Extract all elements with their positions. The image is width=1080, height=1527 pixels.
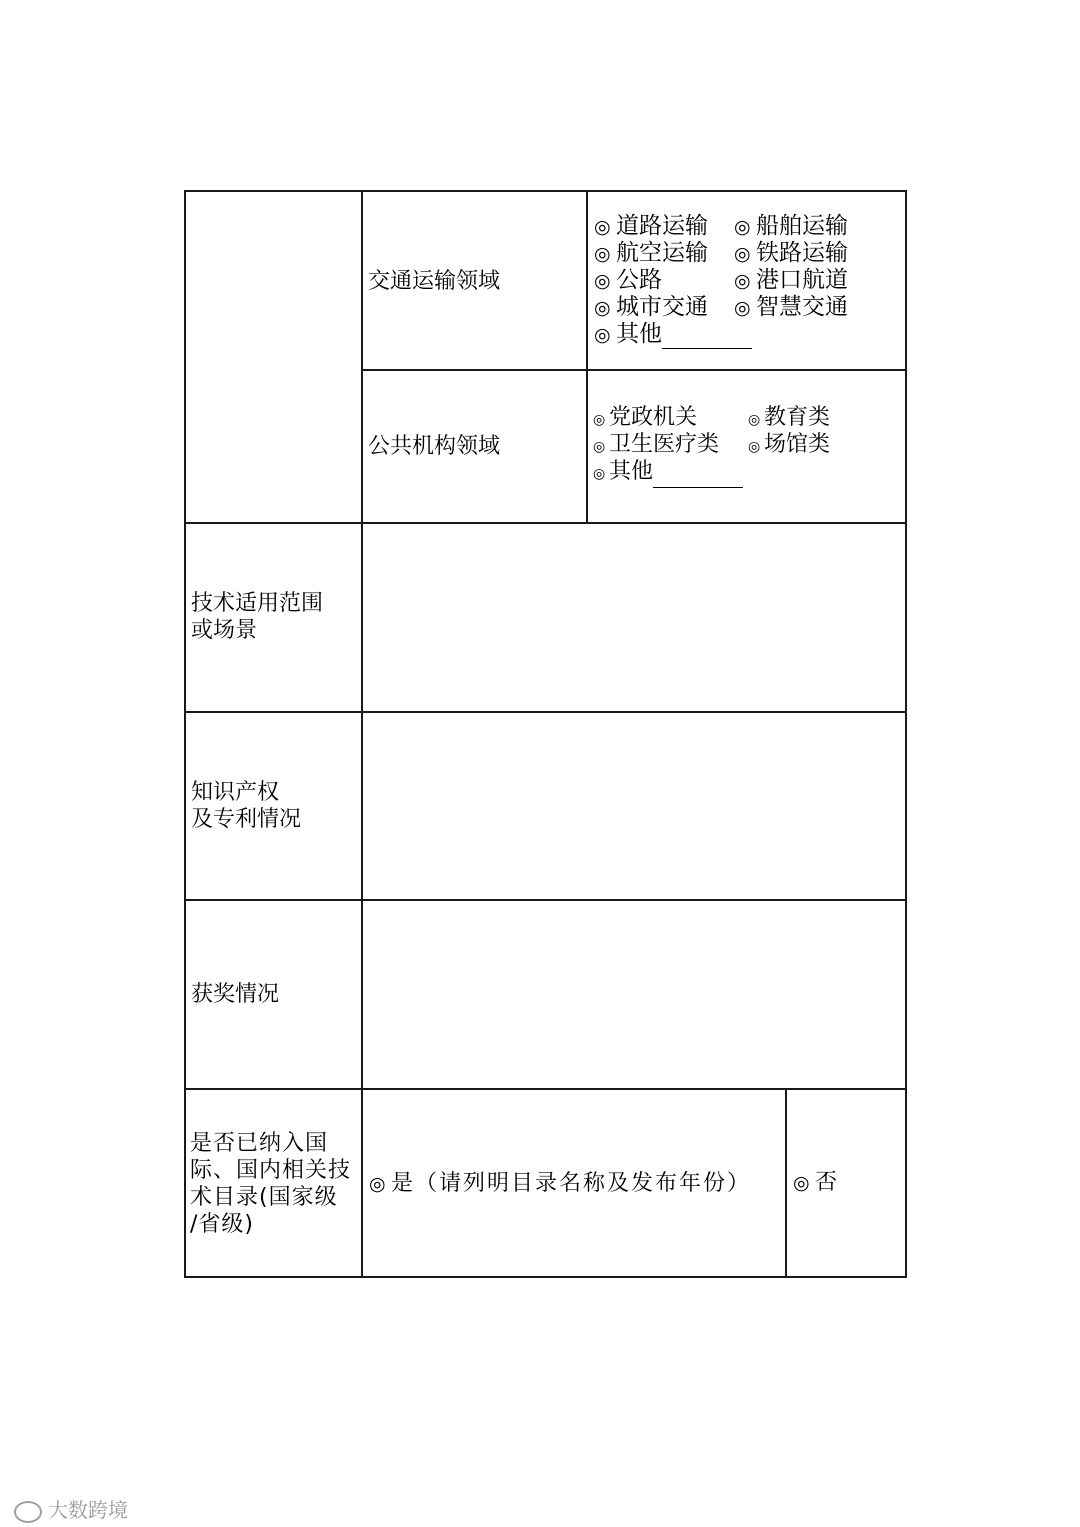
option-radio-icon: ◎ <box>593 412 606 428</box>
transport-domain-label: 交通运输领域 <box>368 269 501 294</box>
option-radio-icon: ◎ <box>594 243 611 265</box>
public-option-venue[interactable]: ◎ 场馆类 <box>748 431 830 461</box>
public-option-other[interactable]: ◎ 其他 <box>593 458 743 488</box>
public-option-party[interactable]: ◎ 党政机关 <box>593 404 697 434</box>
row-divider-4 <box>184 1088 907 1090</box>
option-radio-icon: ◎ <box>594 297 611 319</box>
catalog-option-yes[interactable]: ◎ 是（请列明目录名称及发布年份） <box>369 1171 752 1196</box>
awards-label: 获奖情况 <box>191 982 280 1007</box>
transport-option-ship[interactable]: ◎ 船舶运输 <box>734 213 848 239</box>
table-border-right <box>905 190 907 1278</box>
option-radio-icon: ◎ <box>748 439 761 455</box>
transport-option-rail[interactable]: ◎ 铁路运输 <box>734 240 848 266</box>
transport-option-smart[interactable]: ◎ 智慧交通 <box>734 294 848 320</box>
column-divider-3 <box>785 1088 787 1278</box>
ip-label: 知识产权 及专利情况 <box>191 780 302 832</box>
option-radio-icon: ◎ <box>593 466 606 482</box>
public-domain-label: 公共机构领域 <box>368 434 501 459</box>
catalog-label: 是否已纳入国 际、国内相关技 术目录(国家级 /省级) <box>190 1131 352 1237</box>
watermark-logo-icon <box>14 1501 42 1523</box>
option-radio-icon: ◎ <box>593 439 606 455</box>
table-border-left <box>184 190 186 1278</box>
transport-option-urban[interactable]: ◎ 城市交通 <box>594 294 708 320</box>
column-divider-2 <box>586 190 588 523</box>
option-radio-icon: ◎ <box>594 324 611 346</box>
transport-option-road[interactable]: ◎ 道路运输 <box>594 213 708 239</box>
scope-label: 技术适用范围 或场景 <box>191 591 324 643</box>
other-blank-field[interactable] <box>653 465 743 488</box>
public-option-health[interactable]: ◎ 卫生医疗类 <box>593 431 719 461</box>
transport-option-port[interactable]: ◎ 港口航道 <box>734 267 848 293</box>
option-radio-icon: ◎ <box>369 1173 388 1195</box>
transport-option-other[interactable]: ◎ 其他 <box>594 321 752 349</box>
option-radio-icon: ◎ <box>793 1172 810 1194</box>
row-divider-sub <box>361 369 906 371</box>
option-radio-icon: ◎ <box>734 243 751 265</box>
option-radio-icon: ◎ <box>594 270 611 292</box>
catalog-option-no[interactable]: ◎ 否 <box>793 1170 838 1195</box>
other-blank-field[interactable] <box>662 326 752 349</box>
option-radio-icon: ◎ <box>594 216 611 238</box>
scope-input-area[interactable] <box>363 524 905 711</box>
option-radio-icon: ◎ <box>734 297 751 319</box>
option-radio-icon: ◎ <box>748 412 761 428</box>
awards-input-area[interactable] <box>363 901 905 1088</box>
table-border-top <box>184 190 907 192</box>
option-radio-icon: ◎ <box>734 270 751 292</box>
watermark: 大数跨境 <box>14 1494 128 1523</box>
ip-input-area[interactable] <box>363 713 905 899</box>
table-border-bottom <box>184 1276 907 1278</box>
transport-option-highway[interactable]: ◎ 公路 <box>594 267 662 293</box>
transport-option-air[interactable]: ◎ 航空运输 <box>594 240 708 266</box>
option-radio-icon: ◎ <box>734 216 751 238</box>
public-option-education[interactable]: ◎ 教育类 <box>748 404 830 434</box>
